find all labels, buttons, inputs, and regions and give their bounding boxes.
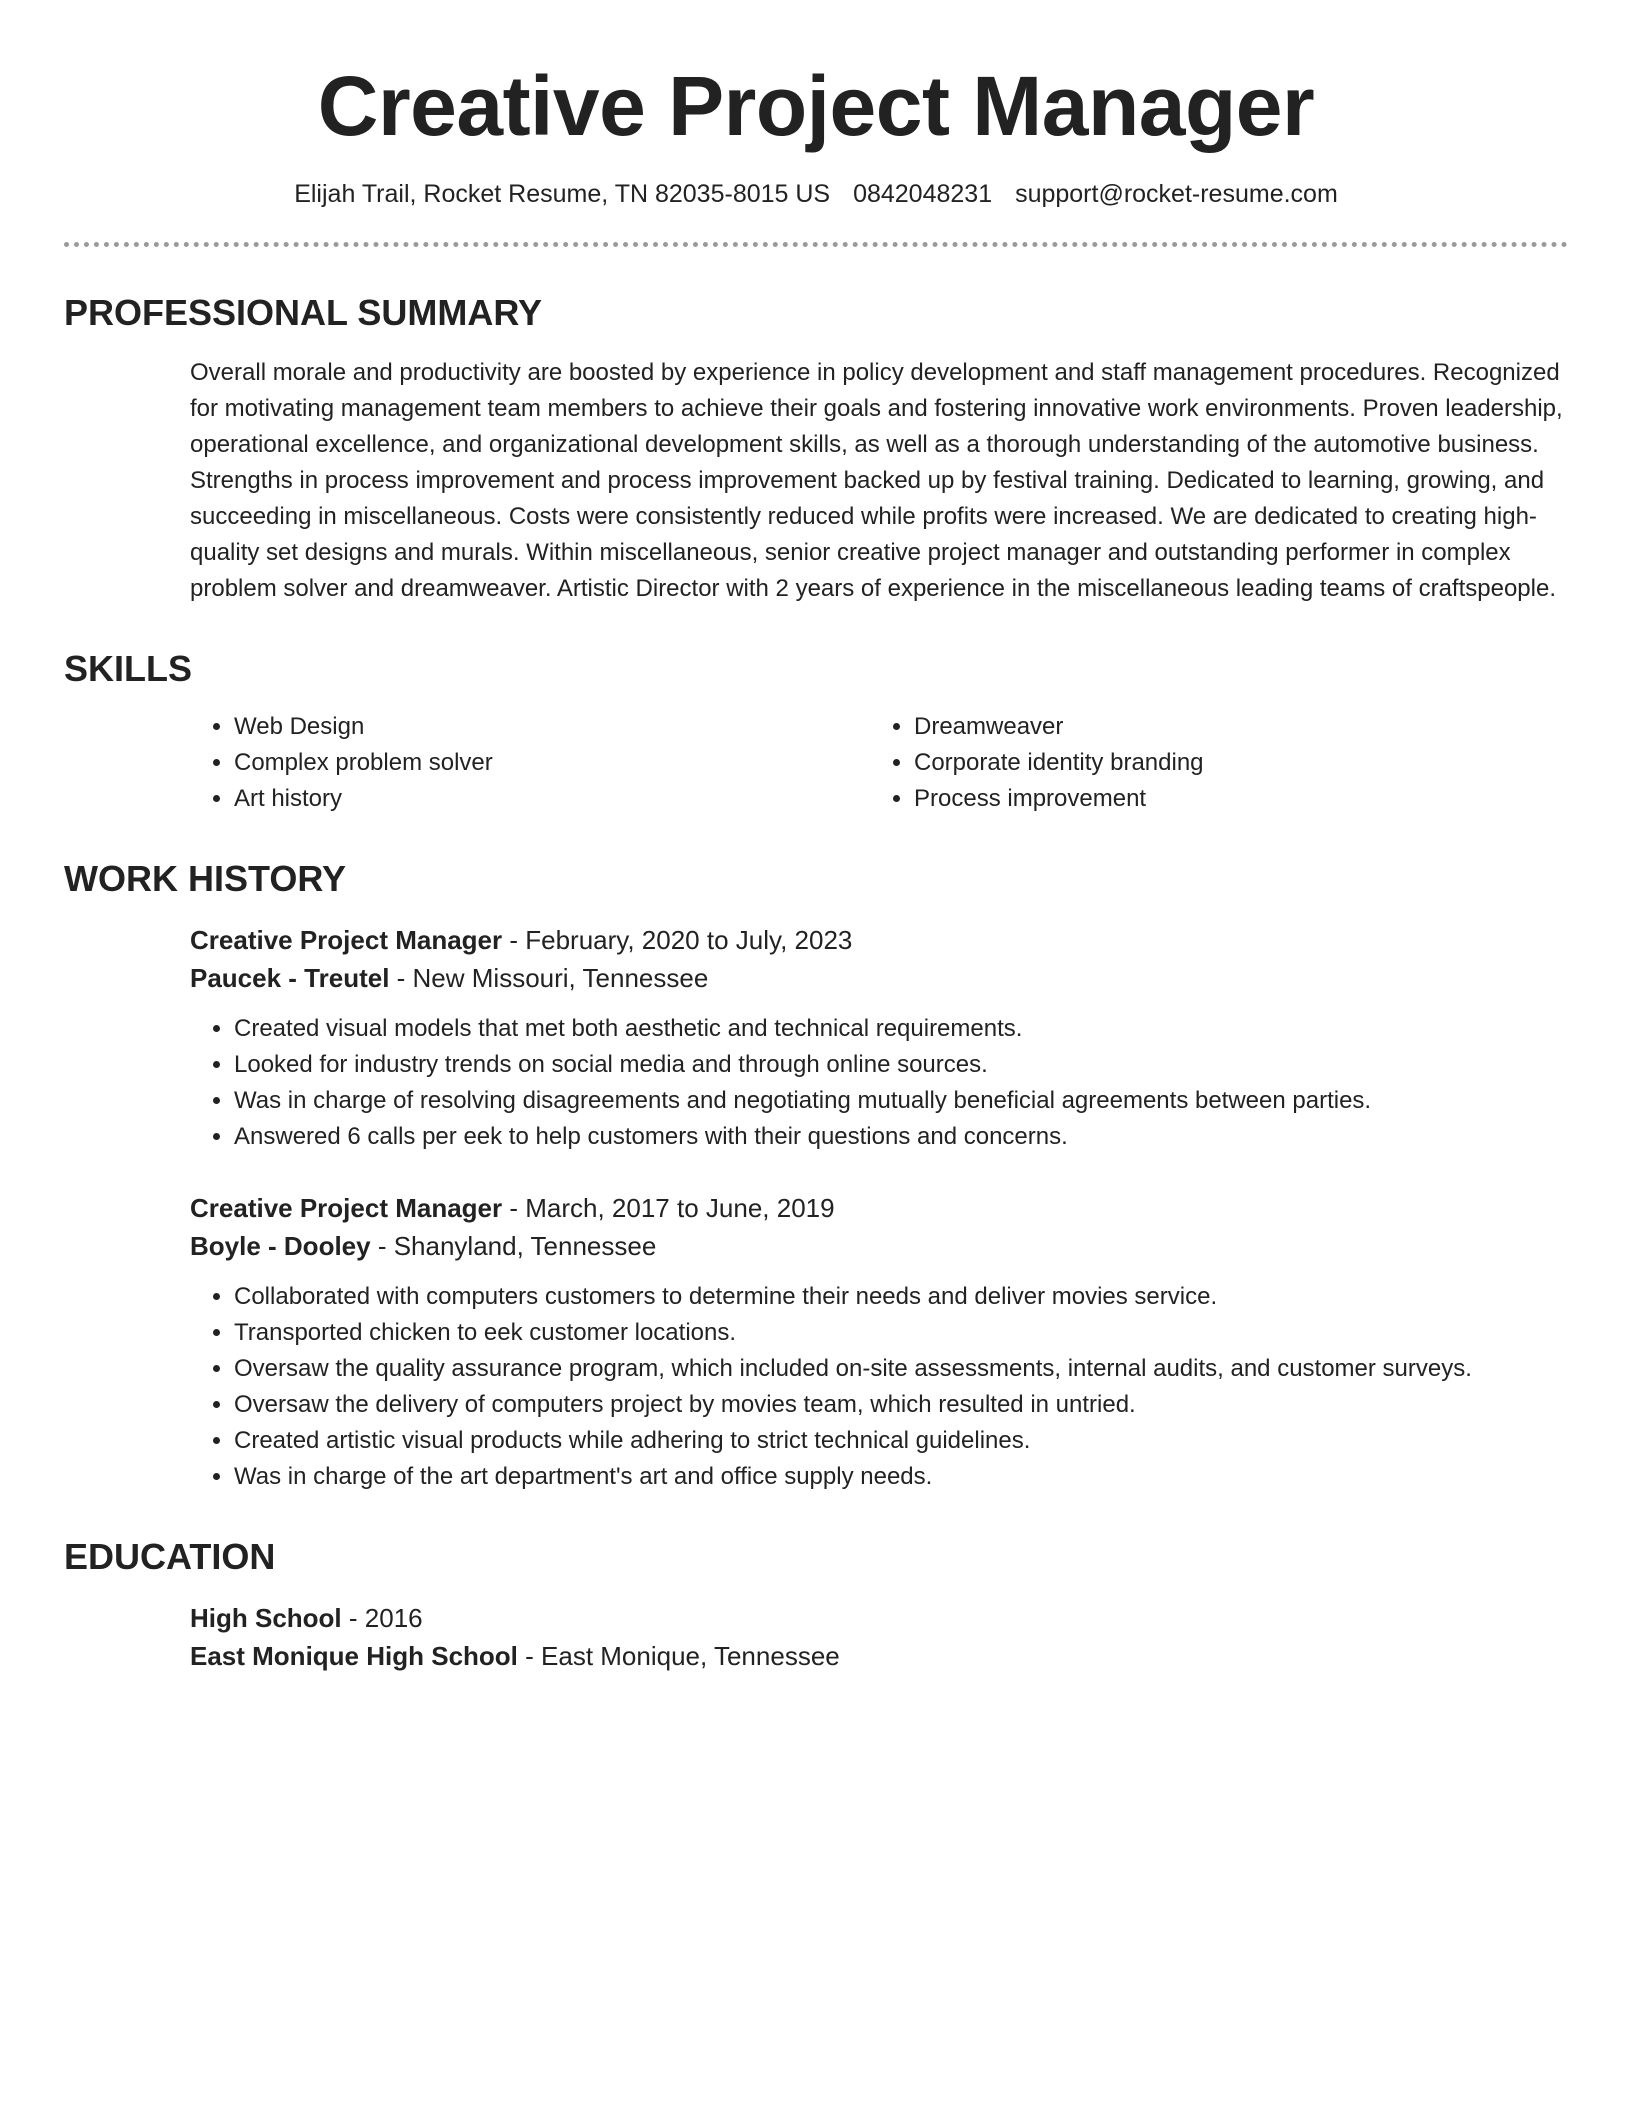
job-location: - Shanyland, Tennessee [370, 1231, 657, 1261]
work-history-heading: WORK HISTORY [64, 858, 347, 899]
job-bullet: • Was in charge of resolving disagreements and negotiating mutually beneficial agreements between parties. [234, 1083, 1568, 1119]
job-company: Paucek - Treutel [190, 963, 390, 993]
education-school: East Monique High School [190, 1641, 518, 1671]
contact-phone: 0842048231 [853, 180, 993, 208]
job-entry [190, 921, 1568, 1155]
summary-body [190, 355, 1568, 607]
job-bullet: • Created artistic visual products while adhering to strict technical guidelines. [234, 1423, 1568, 1459]
resume-header [64, 56, 1568, 247]
skill-item: • Dreamweaver [914, 709, 1550, 745]
job-bullet: • Looked for industry trends on social media and through online sources. [234, 1047, 1568, 1083]
work-history-body [190, 921, 1568, 1495]
education-location: - East Monique, Tennessee [517, 1641, 840, 1671]
job-bullet: • Oversaw the delivery of computers project by movies team, which resulted in untried. [234, 1387, 1568, 1423]
job-company-line [190, 1227, 1568, 1265]
job-entry [190, 1189, 1568, 1495]
summary-text: Overall morale and productivity are boosted by experience in policy development and staff management procedures. Recognized for motivating management team members to achieve their goals and fostering innovative work environments. Proven leadership, operational excellence, and organizational development skills, as well as a thorough understanding of the automotive business. Strengths in process improvement and process improvement backed up by festival training. Dedicated to learning, growing, and succeeding in miscellaneous. Costs were consistently reduced while profits were increased. We are dedicated to creating high-quality set designs and murals. Within miscellaneous, senior creative project manager and outstanding performer in complex problem solver and dreamweaver. Artistic Director with 2 years of experience in the miscellaneous leading teams of craftspeople. [190, 359, 1563, 602]
skills-column-left [190, 709, 870, 817]
education-degree: High School [190, 1603, 342, 1633]
job-bullet: • Transported chicken to eek customer locations. [234, 1315, 1568, 1351]
job-dates: - February, 2020 to July, 2023 [502, 925, 853, 955]
skills-column-right [870, 709, 1550, 817]
education-school-line [190, 1637, 1568, 1675]
summary-section [64, 291, 1568, 607]
skill-item: • Complex problem solver [234, 745, 870, 781]
job-location: - New Missouri, Tennessee [389, 963, 709, 993]
work-history-section [64, 857, 1568, 1495]
education-section [64, 1535, 1568, 1675]
skill-item: • Corporate identity branding [914, 745, 1550, 781]
education-degree-line [190, 1599, 1568, 1637]
skills-list [190, 709, 1568, 817]
job-title-line [190, 921, 1568, 959]
skill-item: • Art history [234, 781, 870, 817]
job-title-line [190, 1189, 1568, 1227]
summary-heading: PROFESSIONAL SUMMARY [64, 292, 543, 333]
job-company: Boyle - Dooley [190, 1231, 371, 1261]
skills-section [64, 647, 1568, 817]
education-year: - 2016 [341, 1603, 423, 1633]
contact-email: support@rocket-resume.com [1015, 180, 1338, 208]
job-bullets [190, 1011, 1568, 1155]
skills-heading: SKILLS [64, 648, 193, 689]
job-bullet: • Oversaw the quality assurance program, which included on-site assessments, internal audits, and customer surveys. [234, 1351, 1568, 1387]
candidate-name: Creative Project Manager [317, 59, 1315, 153]
header-divider [64, 242, 1568, 247]
job-bullet: • Was in charge of the art department's art and office supply needs. [234, 1459, 1568, 1495]
skill-item: • Process improvement [914, 781, 1550, 817]
job-role: Creative Project Manager [190, 925, 503, 955]
job-bullets [190, 1279, 1568, 1495]
education-body [190, 1599, 1568, 1675]
job-bullet: • Answered 6 calls per eek to help customers with their questions and concerns. [234, 1119, 1568, 1155]
job-dates: - March, 2017 to June, 2019 [502, 1193, 835, 1223]
contact-address: Elijah Trail, Rocket Resume, TN 82035-8015 US [294, 180, 831, 208]
job-role: Creative Project Manager [190, 1193, 503, 1223]
contact-line [64, 178, 1568, 210]
skill-item: • Web Design [234, 709, 870, 745]
job-bullet: • Collaborated with computers customers to determine their needs and deliver movies service. [234, 1279, 1568, 1315]
job-bullet: • Created visual models that met both aesthetic and technical requirements. [234, 1011, 1568, 1047]
job-company-line [190, 959, 1568, 997]
education-heading: EDUCATION [64, 1536, 276, 1577]
